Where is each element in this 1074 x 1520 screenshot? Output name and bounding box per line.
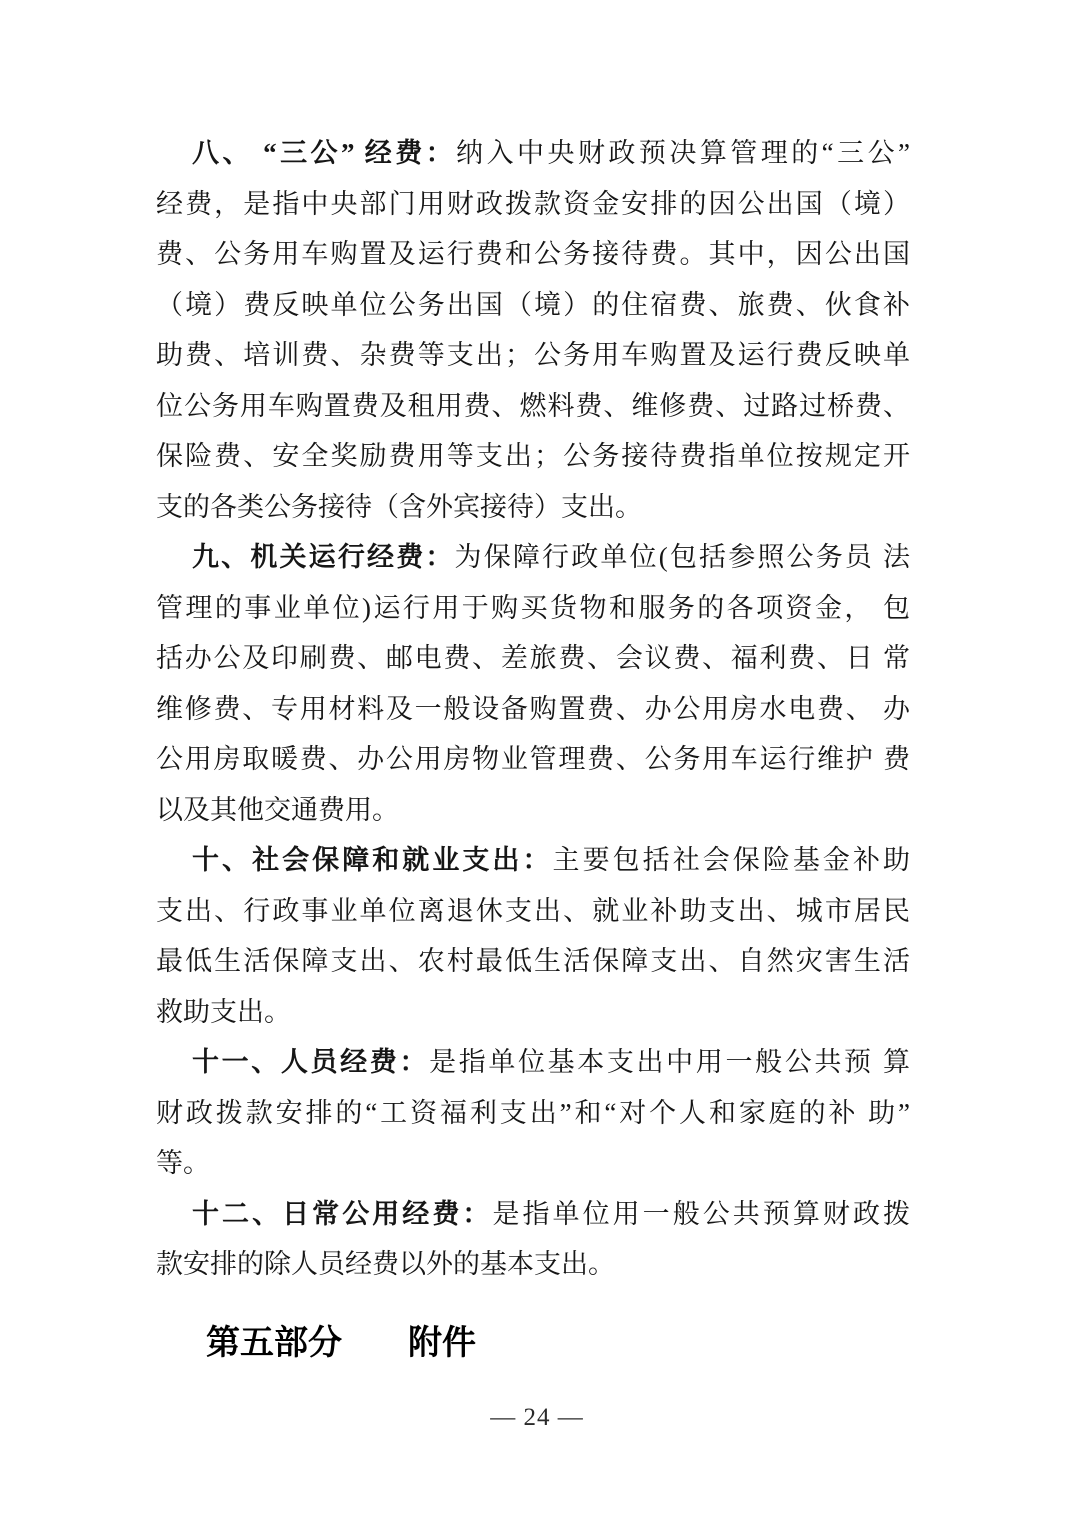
paragraph-line	[156, 583, 910, 634]
document-body	[156, 128, 910, 1370]
paragraph-text: 等。	[156, 1148, 210, 1178]
paragraph-line	[156, 785, 910, 836]
paragraph-line	[156, 987, 910, 1038]
paragraph-text: 括办公及印刷费、邮电费、差旅费、会议费、福利费、日 常	[156, 643, 910, 673]
paragraph-text: 位公务用车购置费及租用费、燃料费、维修费、过路过桥费、	[156, 390, 910, 421]
paragraph-line	[156, 532, 910, 583]
paragraph-text: 支的各类公务接待（含外宾接待）支出。	[156, 491, 642, 522]
paragraph-line	[156, 1138, 910, 1189]
paragraph-text: 主要包括社会保险基金补助	[552, 845, 911, 875]
paragraph-text: 是指单位用一般公共预算财政拨	[492, 1198, 911, 1229]
paragraph-text: 经费，是指中央部门用财政拨款资金安排的因公出国（境）	[156, 188, 910, 219]
paragraph-line	[156, 229, 910, 280]
paragraph-line	[156, 128, 910, 179]
paragraph-line	[156, 1189, 910, 1240]
paragraph-line	[156, 330, 910, 381]
paragraph-text: 费、公务用车购置及运行费和公务接待费。其中，因公出国	[156, 239, 910, 269]
paragraph-line	[156, 280, 910, 331]
paragraph-text: 公用房取暖费、办公用房物业管理费、公务用车运行维护 费	[156, 744, 910, 774]
paragraph-lead: 九、机关运行经费：	[192, 542, 455, 572]
paragraph-lead: 十、社会保障和就业支出：	[192, 845, 553, 875]
page-number: — 24 —	[490, 1404, 584, 1431]
section-heading-part: 第五部分	[206, 1323, 342, 1362]
paragraph-text: 保险费、安全奖励费用等支出；公务接待费指单位按规定开	[156, 441, 910, 471]
paragraph-text: 为保障行政单位(包括参照公务员 法	[454, 542, 910, 572]
paragraph-text: 财政拨款安排的“工资福利支出”和“对个人和家庭的补 助”	[156, 1097, 910, 1128]
paragraph-line	[156, 734, 910, 785]
paragraph-line	[156, 886, 910, 937]
section-heading-title: 附件	[408, 1323, 476, 1362]
paragraph-lead: 十二、日常公用经费：	[192, 1198, 493, 1229]
paragraph-text: 是指单位基本支出中用一般公共预 算	[429, 1047, 911, 1077]
paragraph-line	[156, 381, 910, 432]
paragraph-text: 管理的事业单位)运行用于购买货物和服务的各项资金， 包	[156, 592, 910, 623]
paragraph-line	[156, 431, 910, 482]
paragraph-text: （境）费反映单位公务出国（境）的住宿费、旅费、伙食补	[156, 289, 910, 320]
paragraph-lead: 十一、人员经费：	[192, 1047, 430, 1077]
paragraph-line	[156, 1239, 910, 1290]
paragraph-lead: 八、 “三公” 经费：	[192, 138, 457, 168]
paragraph-text: 维修费、专用材料及一般设备购置费、办公用房水电费、 办	[156, 693, 910, 724]
paragraph-text: 最低生活保障支出、农村最低生活保障支出、自然灾害生活	[156, 946, 910, 976]
paragraph-text: 支出、行政事业单位离退休支出、就业补助支出、城市居民	[156, 895, 910, 926]
paragraph-line	[156, 936, 910, 987]
page-footer	[0, 1404, 1074, 1432]
paragraph-text: 助费、培训费、杂费等支出；公务用车购置及运行费反映单	[156, 340, 910, 370]
paragraph-line	[156, 684, 910, 735]
paragraph-line	[156, 633, 910, 684]
paragraph-text: 纳入中央财政预决算管理的“三公”	[456, 138, 911, 168]
paragraph-text: 救助支出。	[156, 996, 291, 1027]
paragraph-line	[156, 835, 910, 886]
section-heading	[156, 1316, 910, 1370]
paragraph-text: 以及其他交通费用。	[156, 794, 399, 825]
paragraph-line	[156, 482, 910, 533]
paragraph-line	[156, 1037, 910, 1088]
paragraph-line	[156, 179, 910, 230]
paragraph-text: 款安排的除人员经费以外的基本支出。	[156, 1249, 615, 1279]
paragraph-line	[156, 1088, 910, 1139]
